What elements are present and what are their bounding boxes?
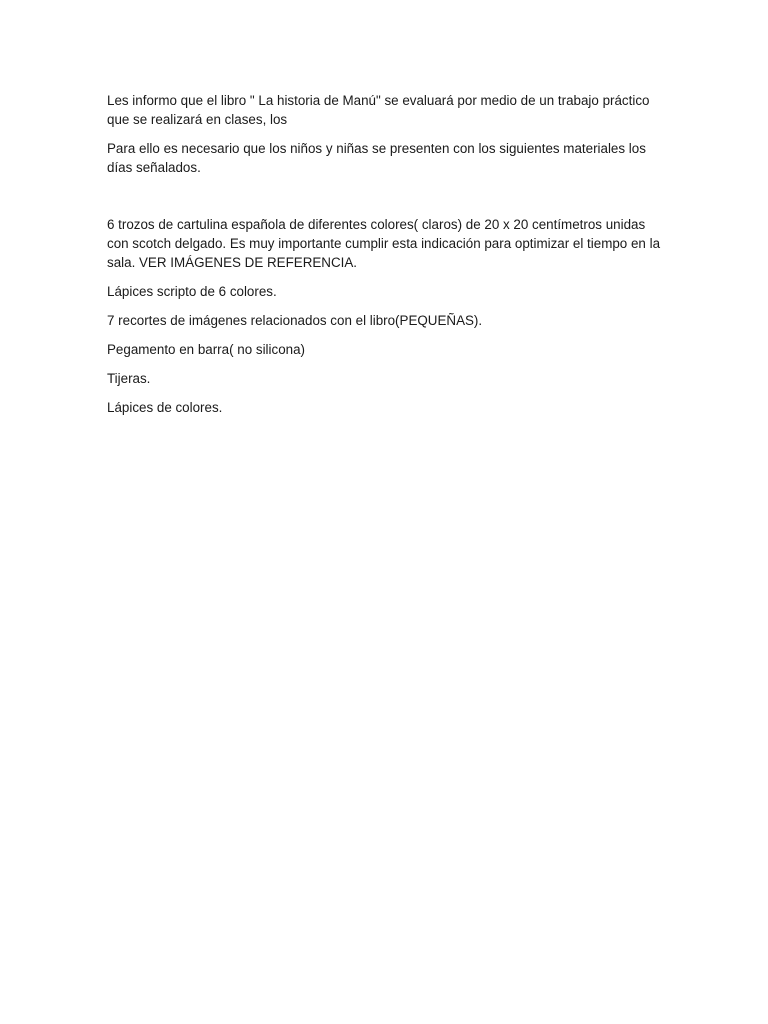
material-item-colored-pencils: Lápices de colores. <box>107 400 223 415</box>
intro-paragraph: Les informo que el libro " La historia de Manú" se evaluará por medio de un trabajo práctico que se realizará en clases, los <box>107 93 650 127</box>
material-item-cutouts: 7 recortes de imágenes relacionados con el libro(PEQUEÑAS). <box>107 313 483 328</box>
material-item-glue: Pegamento en barra( no silicona) <box>107 342 305 357</box>
requirement-paragraph: Para ello es necesario que los niños y niñas se presenten con los siguientes materiales los días señalados. <box>107 141 646 175</box>
material-item-scissors: Tijeras. <box>107 371 151 386</box>
material-item-markers: Lápices scripto de 6 colores. <box>107 284 277 299</box>
material-item-cardboard: 6 trozos de cartulina española de diferentes colores( claros) de 20 x 20 centímetros unidas con scotch delgado. Es muy importante cumplir esta indicación para optimizar el tiempo en la sala. VER IMÁGENES DE REFERENCIA. <box>107 217 661 270</box>
